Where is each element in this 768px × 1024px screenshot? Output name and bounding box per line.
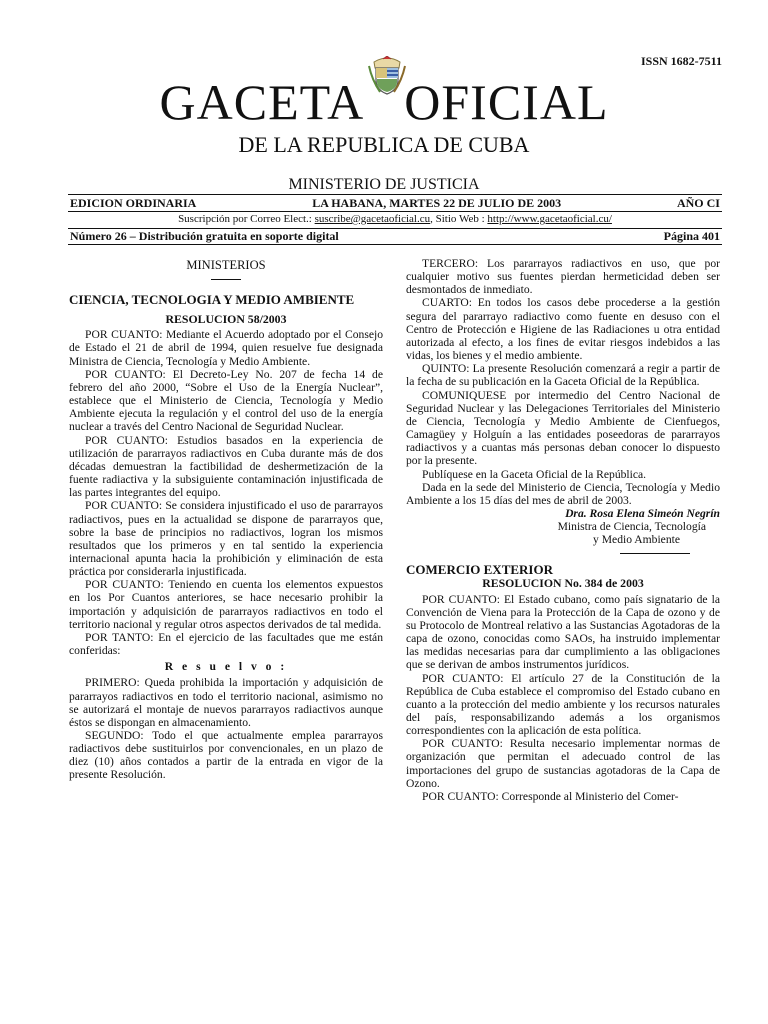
paragraph: POR CUANTO: El artículo 27 de la Constitución de la República de Cuba establece el compromiso del Estado cubano en cuanto a la protección del medio ambiente y los recursos naturales del país, responsabilizando además a los organismos correspondientes con la aplicación de esta política. — [406, 671, 720, 738]
paragraph: TERCERO: Los pararrayos radiactivos en uso, que por cualquier motivo sus fuentes pierdan hermeticidad deben ser desmontados de inmediato. — [406, 257, 720, 297]
edition-row — [70, 196, 720, 211]
paragraph: COMUNIQUESE por intermedio del Centro Nacional de Seguridad Nuclear y las Delegaciones Territoriales del Ministerio de Ciencia, Tecnología y Medio Ambiente de Cienfuegos, Camagüey y Holguín a las entidades poseedoras de pararrayos radiactivos y a cuantas más personas deban conocer lo dispuesto por la presente. — [406, 388, 720, 468]
newspaper-subtitle: DE LA REPUBLICA DE CUBA — [238, 132, 530, 157]
year-label: AÑO CI — [676, 196, 720, 210]
paragraph: QUINTO: La presente Resolución comenzará a regir a partir de la fecha de su publicación en la Gaceta Oficial de la República. — [406, 362, 720, 389]
resolution-heading: RESOLUCION 58/2003 — [165, 312, 287, 327]
right-column — [406, 257, 720, 803]
ministerios-heading: MINISTERIOS — [186, 258, 266, 272]
paragraph: Publíquese en la Gaceta Oficial de la República. — [422, 467, 647, 481]
paragraph: POR CUANTO: El Estado cubano, como país signatario de la Convención de Viena para la Protección de la Capa de ozono y de su Protocolo de Montreal relativo a las Sustancias Agotadoras de la capa de ozono, conocidas como SAOs, ha instruido implementar las medidas necesarias para dar cumplimiento a las obligaciones que se derivan de ambos instrumentos jurídicos. — [406, 592, 720, 672]
edition-label: EDICION ORDINARIA — [70, 196, 197, 210]
left-column — [69, 257, 383, 782]
signer-title: y Medio Ambiente — [593, 533, 680, 547]
ministry-name: MINISTERIO DE JUSTICIA — [288, 176, 480, 193]
paragraph: CUARTO: En todos los casos debe procederse a la gestión segura del pararrayo radiactivo como fuente en desuso con el Centro de Protección e Higiene de las Radiaciones u otra entidad autorizada al efecto, a los fines de evitar riesgos indebidos a las vidas, los bienes y el medio ambiente. — [406, 296, 720, 363]
website-link[interactable]: http://www.gacetaoficial.cu/ — [487, 213, 612, 225]
subscription-label: Suscripción por Correo Elect.: — [178, 213, 312, 225]
paragraph: POR CUANTO: Teniendo en cuenta los elementos expuestos en los Por Cuantos anteriores, se hace necesario prohibir la importación y adquisición de pararrayos radiactivos en todo el territorio nacional y regular otros aspectos derivados de tal medida. — [69, 578, 383, 631]
subscription-row — [68, 213, 722, 225]
header-rule-bottom — [68, 244, 722, 245]
paragraph: POR CUANTO: Estudios basados en la experiencia de utilización de pararrayos radiactivos en Cuba durante más de dos décadas demuestran la factibilidad de deshermetización de la fuente radiactiva y la subsiguiente contaminación injustificada de las partes integrantes del equipo. — [69, 433, 383, 500]
place-date: LA HABANA, MARTES 22 DE JULIO DE 2003 — [312, 196, 562, 210]
website-label: , Sitio Web : — [430, 213, 485, 225]
paragraph: POR CUANTO: Mediante el Acuerdo adoptado por el Consejo de Estado el 21 de abril de 1994, quien resuelve fue designada Ministra de Ciencia, Tecnología y Medio Ambiente. — [69, 328, 383, 368]
section-heading-comercio: COMERCIO EXTERIOR — [406, 562, 553, 578]
resuelvo-heading: R e s u e l v o : — [164, 660, 288, 674]
issue-number: Número 26 – Distribución gratuita en soporte digital — [70, 229, 339, 243]
title-right: OFICIAL — [404, 74, 609, 130]
signer-title: Ministra de Ciencia, Tecnología — [557, 520, 706, 534]
paragraph: Dada en la sede del Ministerio de Ciencia, Tecnología y Medio Ambiente a los 15 días del mes de abril de 2003. — [406, 480, 720, 507]
paragraph: POR CUANTO: El Decreto-Ley No. 207 de fecha 14 de febrero del año 2000, “Sobre el Uso de la Energía Nuclear”, establece que el Ministerio de Ciencia, Tecnología y Medio Ambiente ejecuta la regulación y el control del uso de la energía nuclear a través del Centro Nacional de Seguridad Nuclear. — [69, 367, 383, 434]
subscription-email-link[interactable]: suscribe@gacetaoficial.cu — [314, 213, 431, 225]
paragraph: POR CUANTO: Se considera injustificado el uso de pararrayos radiactivos, pues en la actualidad se dispone de pararrayos que, sobre la base de principios no radiactivos, logran los mismos resultados que los primeros y en tal sentido la experiencia internacional apunta hacia la prohibición y eliminación de esta práctica por considerarla injustificada. — [69, 499, 383, 579]
paragraph: POR CUANTO: Resulta necesario implementar normas de organización que permitan el adecuado control de las importaciones del grupo de sustancias agotadoras de la Capa de Ozono. — [406, 737, 720, 790]
coat-of-arms-icon — [366, 56, 408, 96]
resolution-heading: RESOLUCION No. 384 de 2003 — [482, 576, 644, 591]
paragraph: POR CUANTO: Corresponde al Ministerio del Comer- — [422, 789, 679, 803]
heading-divider — [69, 272, 383, 282]
issue-row — [70, 229, 720, 244]
signer-name: Dra. Rosa Elena Simeón Negrín — [565, 506, 720, 520]
signature-divider — [406, 546, 720, 556]
title-left: GACETA — [159, 74, 365, 130]
paragraph: SEGUNDO: Todo el que actualmente emplea pararrayos radiactivos debe sustituirlos por convencionales, en un plazo de diez (10) años contados a partir de la entrada en vigor de la presente Resolución. — [69, 729, 383, 782]
section-heading-ctma: CIENCIA, TECNOLOGIA Y MEDIO AMBIENTE — [69, 292, 355, 308]
header-rule-mid — [68, 211, 722, 212]
page-number: Página 401 — [663, 229, 720, 243]
header-rule-top — [68, 194, 722, 195]
issn-number: ISSN 1682-7511 — [640, 54, 722, 68]
paragraph: PRIMERO: Queda prohibida la importación y adquisición de pararrayos radiactivos en todo el territorio nacional, asimismo no se autorizará el montaje de nuevos pararrayos radiactivos aunque éstos se dispongan en almacenamiento. — [69, 676, 383, 729]
paragraph: POR TANTO: En el ejercicio de las facultades que me están conferidas: — [69, 630, 383, 658]
